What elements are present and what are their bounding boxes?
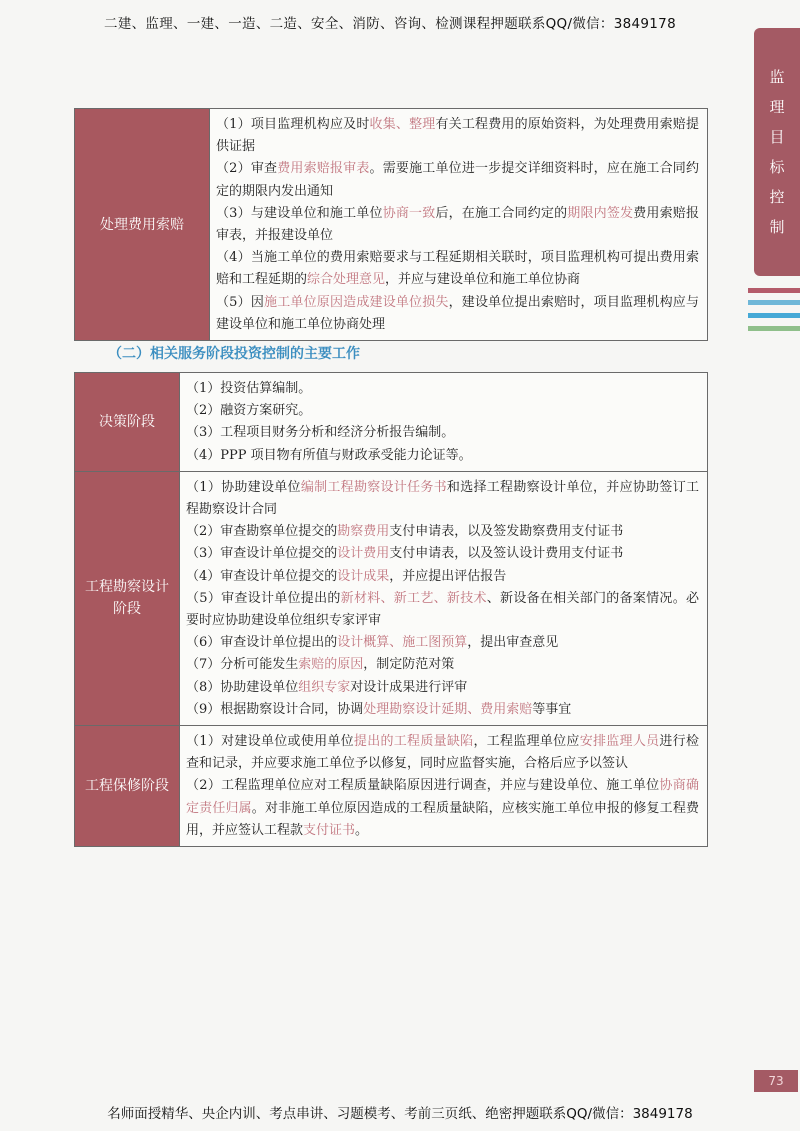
- item-text: ，并应提出评估报告: [389, 568, 507, 584]
- bottom-banner: 名师面授精华、央企内训、考点串讲、习题模考、考前三页纸、绝密押题联系QQ/微信：3849178: [107, 1106, 693, 1122]
- side-tab-char: 制: [769, 218, 785, 236]
- list-item: [186, 422, 699, 444]
- item-text: 对设计成果进行评审: [350, 679, 468, 695]
- list-item: [186, 521, 699, 543]
- decorative-stripe: [748, 326, 800, 331]
- item-text: （4）当施工单位的费用索赔要求与工程延期相关联时，项目监理机构可提出费用索赔和工程延期的: [216, 250, 699, 288]
- list-item: [216, 114, 699, 158]
- list-item: [186, 654, 699, 676]
- item-text: （8）协助建设单位: [186, 679, 299, 695]
- list-item: [216, 292, 699, 336]
- highlight-text: 协商一致: [382, 205, 436, 221]
- row-content: [180, 726, 708, 847]
- row-label: 工程勘察设计阶段: [75, 471, 180, 725]
- page-number: 73: [754, 1070, 798, 1092]
- highlight-text: 施工单位原因造成建设单位损失: [264, 294, 449, 310]
- side-tab-char: 监: [769, 68, 785, 86]
- list-item: [186, 445, 699, 467]
- item-text: （2）工程监理单位应对工程质量缺陷原因进行调查，并应与建设单位、施工单位: [186, 778, 660, 794]
- highlight-text: 期限内签发: [567, 205, 634, 221]
- list-item: [186, 699, 699, 721]
- highlight-text: 费用索赔报审表: [277, 161, 370, 177]
- highlight-text: 编制工程勘察设计任务书: [300, 479, 447, 495]
- side-tab-char: 理: [769, 98, 785, 116]
- item-text: 、新设备在相关部门的备案情况。必要时应协助建设单位组织专家评审: [186, 590, 699, 629]
- item-text: （4）PPP 项目物有所值与财政承受能力论证等。: [186, 447, 472, 463]
- item-text: 。: [355, 822, 369, 838]
- item-text: ，工程监理单位应: [473, 734, 580, 750]
- item-text: （2）审查: [216, 161, 278, 177]
- item-text: 。需要施工单位进一步提交详细资料时，应在施工合同约定的期限内发出通知: [216, 161, 699, 199]
- highlight-text: 设计费用: [337, 546, 390, 562]
- table-row: [75, 471, 708, 725]
- list-item: [186, 400, 699, 422]
- item-text: 。对非施工单位原因造成的工程质量缺陷，应核实施工单位申报的修复工程费用，并应签认工程款: [186, 800, 699, 838]
- list-item: [186, 477, 699, 521]
- item-text: 后，在施工合同约定的: [435, 205, 568, 221]
- list-item: [186, 588, 699, 632]
- item-text: （2）审查勘察单位提交的: [186, 524, 338, 540]
- highlight-text: 协商确定责任归属: [186, 778, 699, 816]
- section-heading: （二）相关服务阶段投资控制的主要工作: [108, 346, 360, 362]
- item-text: ，提出审查意见: [467, 635, 559, 651]
- item-text: （1）投资估算编制。: [186, 381, 312, 396]
- list-item: [186, 677, 699, 699]
- side-tab-char: 标: [769, 158, 785, 176]
- row-label: 决策阶段: [75, 373, 180, 472]
- item-text: （6）审查设计单位提出的: [186, 635, 338, 651]
- highlight-text: 安排监理人员: [579, 734, 660, 750]
- item-text: （3）与建设单位和施工单位: [216, 205, 383, 221]
- highlight-text: 收集、整理: [369, 117, 436, 132]
- item-text: （1）对建设单位或使用单位: [186, 734, 354, 750]
- list-item: [186, 731, 699, 775]
- highlight-text: 综合处理意见: [307, 272, 386, 288]
- item-text: （1）项目监理机构应及时: [216, 117, 370, 132]
- decorative-stripe: [748, 313, 800, 318]
- highlight-text: 组织专家: [298, 679, 351, 695]
- item-text: ，制定防范对策: [363, 657, 455, 673]
- highlight-text: 设计概算、施工图预算: [337, 635, 468, 651]
- row-label: 工程保修阶段: [75, 726, 180, 847]
- item-text: 进行检查和记录，并应要求施工单位予以修复，同时应监督实施，合格后应予以签认: [186, 734, 699, 772]
- side-tab-char: 控: [769, 188, 785, 206]
- row-content: [210, 109, 708, 341]
- highlight-text: 索赔的原因: [298, 657, 364, 673]
- highlight-text: 勘察费用: [337, 524, 390, 540]
- row-content: [180, 373, 708, 472]
- item-text: （3）审查设计单位提交的: [186, 546, 338, 562]
- claims-table: [74, 108, 708, 341]
- top-banner: 二建、监理、一建、一造、二造、安全、消防、咨询、检测课程押题联系QQ/微信：3849178: [104, 16, 676, 32]
- item-text: （5）审查设计单位提出的: [186, 590, 341, 606]
- list-item: [186, 378, 699, 400]
- item-text: （9）根据勘察设计合同，协调: [186, 701, 364, 717]
- item-text: 和选择工程勘察设计单位，并应协助签订工程勘察设计合同: [186, 479, 699, 518]
- item-text: ，并应与建设单位和施工单位协商: [385, 272, 581, 288]
- table-row: [75, 726, 708, 847]
- row-content: [180, 471, 708, 725]
- decorative-stripe: [748, 288, 800, 293]
- item-text: （3）工程项目财务分析和经济分析报告编制。: [186, 425, 455, 441]
- highlight-text: 支付证书: [303, 822, 356, 838]
- decorative-stripe: [748, 300, 800, 305]
- table-row: [75, 373, 708, 472]
- item-text: 等事宜: [532, 701, 572, 717]
- list-item: [186, 632, 699, 654]
- highlight-text: 提出的工程质量缺陷: [353, 734, 474, 750]
- item-text: 支付申请表，以及签发勘察费用支付证书: [389, 524, 624, 540]
- highlight-text: 设计成果: [337, 568, 390, 584]
- stages-table: [74, 372, 708, 847]
- item-text: （5）因: [216, 294, 265, 310]
- row-label: 处理费用索赔: [75, 109, 210, 341]
- list-item: [216, 158, 699, 202]
- list-item: [186, 543, 699, 565]
- item-text: 有关工程费用的原始资料，为处理费用索赔提供证据: [216, 117, 699, 155]
- chapter-side-tab: [754, 28, 800, 276]
- item-text: （7）分析可能发生: [186, 657, 299, 673]
- item-text: （2）融资方案研究。: [186, 403, 312, 419]
- table-row: [75, 109, 708, 341]
- item-text: 支付申请表，以及签认设计费用支付证书: [389, 546, 624, 562]
- list-item: [186, 566, 699, 588]
- item-text: （4）审查设计单位提交的: [186, 568, 338, 584]
- highlight-text: 处理勘察设计延期、费用索赔: [363, 701, 533, 717]
- list-item: [216, 203, 699, 247]
- list-item: [216, 247, 699, 291]
- item-text: （1）协助建设单位: [186, 479, 301, 495]
- list-item: [186, 775, 699, 842]
- item-text: ，建设单位提出索赔时，项目监理机构应与建设单位和施工单位协商处理: [216, 294, 699, 332]
- highlight-text: 新材料、新工艺、新技术: [340, 590, 487, 606]
- item-text: 费用索赔报审表，并报建设单位: [216, 205, 699, 244]
- side-tab-char: 目: [769, 128, 785, 146]
